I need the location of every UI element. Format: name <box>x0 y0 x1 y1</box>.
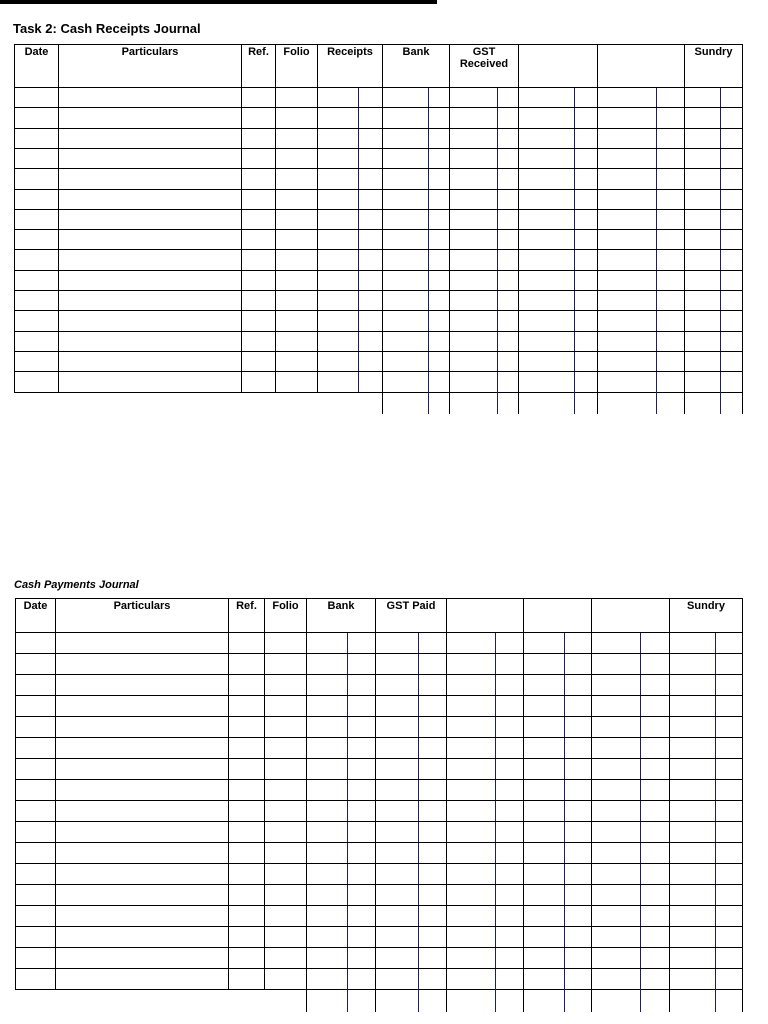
table-row <box>15 758 743 759</box>
cents-divider <box>564 632 565 989</box>
column-divider <box>55 632 56 989</box>
column-header: Folio <box>275 44 317 87</box>
table-border <box>15 598 743 599</box>
table-row <box>15 800 743 801</box>
total-divider <box>742 989 743 1012</box>
table-row <box>15 674 743 675</box>
total-cents-divider <box>347 989 348 1012</box>
table-row <box>15 947 743 948</box>
total-divider <box>306 989 307 1012</box>
table-row <box>15 632 743 633</box>
total-cents-divider <box>640 989 641 1012</box>
column-divider <box>306 632 307 989</box>
cents-divider <box>495 632 496 989</box>
total-cents-divider <box>715 989 716 1012</box>
table-row <box>15 821 743 822</box>
table-row <box>15 716 743 717</box>
column-divider <box>591 632 592 989</box>
payments-journal-title: Cash Payments Journal <box>14 579 139 591</box>
table-row <box>15 989 743 990</box>
column-header: Folio <box>264 598 306 632</box>
table-row <box>15 884 743 885</box>
column-header: Date <box>15 598 55 632</box>
column-header: GST Paid <box>375 598 446 632</box>
table-row <box>15 653 743 654</box>
table-row <box>15 695 743 696</box>
column-header: Receipts <box>317 44 382 87</box>
total-divider <box>446 989 447 1012</box>
table-row <box>15 737 743 738</box>
column-header: Sundry <box>669 598 742 632</box>
column-divider <box>228 632 229 989</box>
total-divider <box>523 989 524 1012</box>
column-divider <box>264 632 265 989</box>
column-divider <box>15 632 16 989</box>
table-row <box>15 968 743 969</box>
table-border <box>742 598 743 989</box>
total-row-bottom <box>0 2 437 4</box>
column-header: Bank <box>382 44 449 87</box>
cents-divider <box>715 632 716 989</box>
column-header: Bank <box>306 598 375 632</box>
total-cents-divider <box>564 989 565 1012</box>
column-header: GST Received <box>449 44 518 87</box>
column-header: Particulars <box>55 598 228 632</box>
column-header: Sundry <box>684 44 742 87</box>
column-divider <box>446 632 447 989</box>
table-row <box>15 863 743 864</box>
column-header: Date <box>14 44 58 87</box>
column-header: Particulars <box>58 44 241 87</box>
total-cents-divider <box>418 989 419 1012</box>
column-header <box>523 598 591 632</box>
total-cents-divider <box>495 989 496 1012</box>
column-header: Ref. <box>241 44 275 87</box>
total-divider <box>375 989 376 1012</box>
total-divider <box>669 989 670 1012</box>
table-row <box>15 926 743 927</box>
column-header: Ref. <box>228 598 264 632</box>
column-header <box>446 598 523 632</box>
table-row <box>15 842 743 843</box>
column-divider <box>375 632 376 989</box>
cents-divider <box>347 632 348 989</box>
receipts-journal-title: Task 2: Cash Receipts Journal <box>13 21 201 36</box>
column-divider <box>523 632 524 989</box>
total-divider <box>591 989 592 1012</box>
column-divider <box>669 632 670 989</box>
table-row <box>15 779 743 780</box>
cents-divider <box>418 632 419 989</box>
column-header <box>591 598 669 632</box>
cents-divider <box>640 632 641 989</box>
table-row <box>15 905 743 906</box>
